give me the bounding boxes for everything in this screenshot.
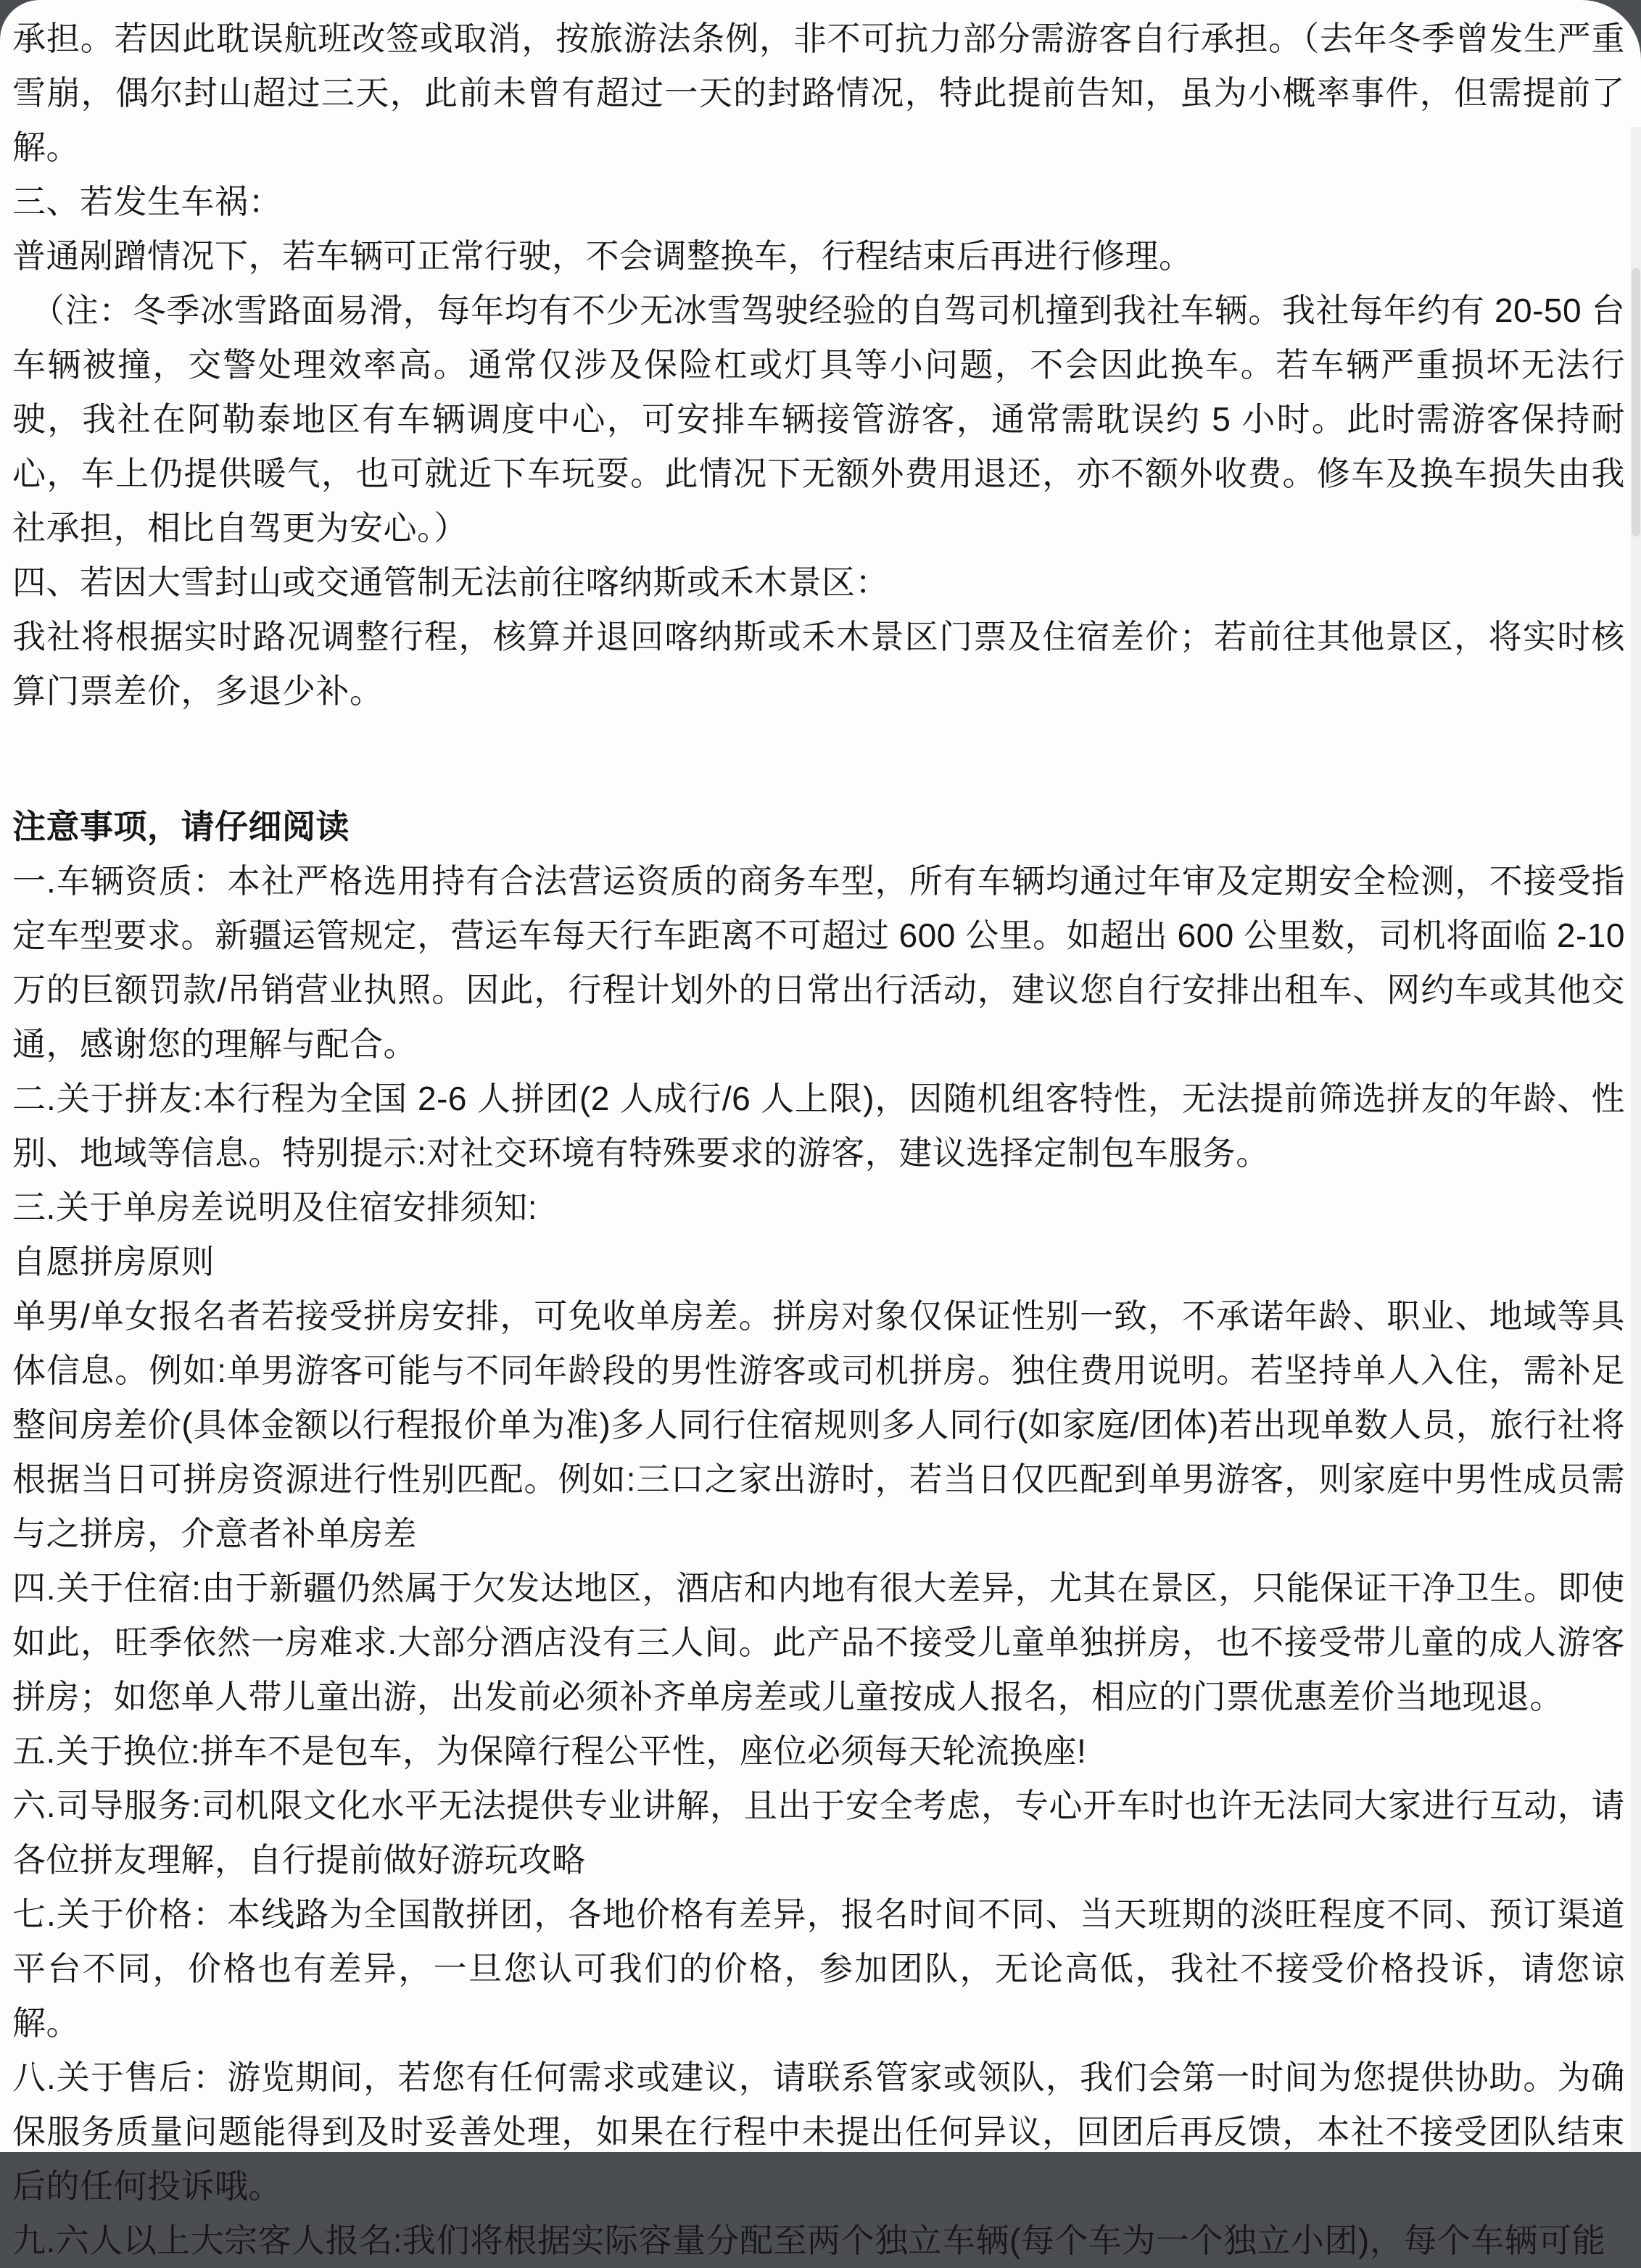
notice-item-3-voluntary-sharing-principle: 自愿拼房原则 bbox=[12, 1243, 215, 1280]
section-3-accident-title: 三、若发生车祸： bbox=[12, 183, 282, 220]
notice-item-7-pricing: 七.关于价格：本线路为全国散拼团，各地价格有差异，报名时间不同、当天班期的淡旺程度不同、预订渠道平台不同，价格也有差异，一旦您认可我们的价格，参加团队，无论高低，我社不接受价格投诉，请您谅解。 bbox=[12, 1895, 1625, 2042]
accident-minor-handling-note: 普通剐蹭情况下，若车辆可正常行驶，不会调整换车，行程结束后再进行修理。 bbox=[12, 237, 1193, 275]
flight-delay-liability-note: 承担。若因此耽误航班改签或取消，按旅游法条例，非不可抗力部分需游客自行承担。（去年冬季曾发生严重雪崩，偶尔封山超过三天，此前未曾有超过一天的封路情况，特此提前告知，虽为小概率事件，但需提前了解。 bbox=[12, 20, 1625, 166]
winter-accident-detail-note: （注：冬季冰雪路面易滑，每年均有不少无冰雪驾驶经验的自驾司机撞到我社车辆。我社每年约有 20-50 台车辆被撞，交警处理效率高。通常仅涉及保险杠或灯具等小问题，不会因此换车。若车辆严重损坏无法行驶，我社在阿勒泰地区有车辆调度中心，可安排车辆接管游客，通常需耽误约 5 小时。此时需游客保持耐心，车上仍提供暖气，也可就近下车玩耍。此情况下无额外费用退还，亦不额外收费。修车及换车损失由我社承担，相比自驾更为安心。） bbox=[12, 291, 1625, 547]
notice-item-6-driver-guide-service: 六.司导服务:司机限文化水平无法提供专业讲解，且出于安全考虑，专心开车时也许无法同大家进行互动，请各位拼友理解，自行提前做好游玩攻略 bbox=[12, 1787, 1625, 1879]
section-4-road-closure-title: 四、若因大雪封山或交通管制无法前往喀纳斯或禾木景区： bbox=[12, 563, 889, 601]
notice-item-5-seat-rotation: 五.关于换位:拼车不是包车，为保障行程公平性，座位必须每天轮流换座! bbox=[12, 1732, 1087, 1770]
scrollbar-thumb[interactable] bbox=[1632, 268, 1640, 537]
notice-item-3-single-supplement-title: 三.关于单房差说明及住宿安排须知: bbox=[12, 1188, 538, 1226]
notice-heading: 注意事项，请仔细阅读 bbox=[12, 808, 350, 845]
notice-item-1-vehicle-qualification: 一.车辆资质：本社严格选用持有合法营运资质的商务车型，所有车辆均通过年审及定期安全检测，不接受指定车型要求。新疆运管规定，营运车每天行车距离不可超过 600 公里。如超出 600 公里数，司机将面临 2-10 万的巨额罚款/吊销营业执照。因此，行程计划外的日常出行活动，建议您自行安排出租车、网约车或其他交通，感谢您的理解与配合。 bbox=[12, 862, 1625, 1063]
notice-item-3-room-sharing-rules: 单男/单女报名者若接受拼房安排，可免收单房差。拼房对象仅保证性别一致，不承诺年龄、职业、地域等具体信息。例如:单男游客可能与不同年龄段的男性游客或司机拼房。独住费用说明。若坚持单人入住，需补足整间房差价(具体金额以行程报价单为准)多人同行住宿规则多人同行(如家庭/团体)若出现单数人员，旅行社将根据当日可拼房资源进行性别匹配。例如:三口之家出游时，若当日仅匹配到单男游客，则家庭中男性成员需与之拼房，介意者补单房差 bbox=[12, 1297, 1625, 1552]
notice-item-4-hotels: 四.关于住宿:由于新疆仍然属于欠发达地区，酒店和内地有很大差异，尤其在景区，只能保证干净卫生。即使如此，旺季依然一房难求.大部分酒店没有三人间。此产品不接受儿童单独拼房，也不接受带儿童的成人游客拼房；如您单人带儿童出游，出发前必须补齐单房差或儿童按成人报名，相应的门票优惠差价当地现退。 bbox=[12, 1569, 1625, 1716]
notice-item-2-groupmates: 二.关于拼友:本行程为全国 2-6 人拼团(2 人成行/6 人上限)，因随机组客特性，无法提前筛选拼友的年龄、性别、地域等信息。特别提示:对社交环境有特殊要求的游客，建议选择定制包车服务。 bbox=[12, 1080, 1625, 1172]
document-body bbox=[12, 12, 1625, 2268]
road-closure-refund-note: 我社将根据实时路况调整行程，核算并退回喀纳斯或禾木景区门票及住宿差价；若前往其他景区，将实时核算门票差价，多退少补。 bbox=[12, 618, 1625, 710]
scrollbar-track[interactable] bbox=[1631, 127, 1641, 2152]
notice-item-9-large-group-registration: 九.六人以上大宗客人报名:我们将根据实际容量分配至两个独立车辆(每个车为一个独立小团)，每个车辆可能 bbox=[12, 2222, 1606, 2259]
notice-item-8-after-sales: 八.关于售后：游览期间，若您有任何需求或建议，请联系管家或领队，我们会第一时间为您提供协助。为确保服务质量问题能得到及时妥善处理，如果在行程中未提出任何异议，回团后再反馈，本社不接受团队结束后的任何投诉哦。 bbox=[12, 2058, 1625, 2205]
